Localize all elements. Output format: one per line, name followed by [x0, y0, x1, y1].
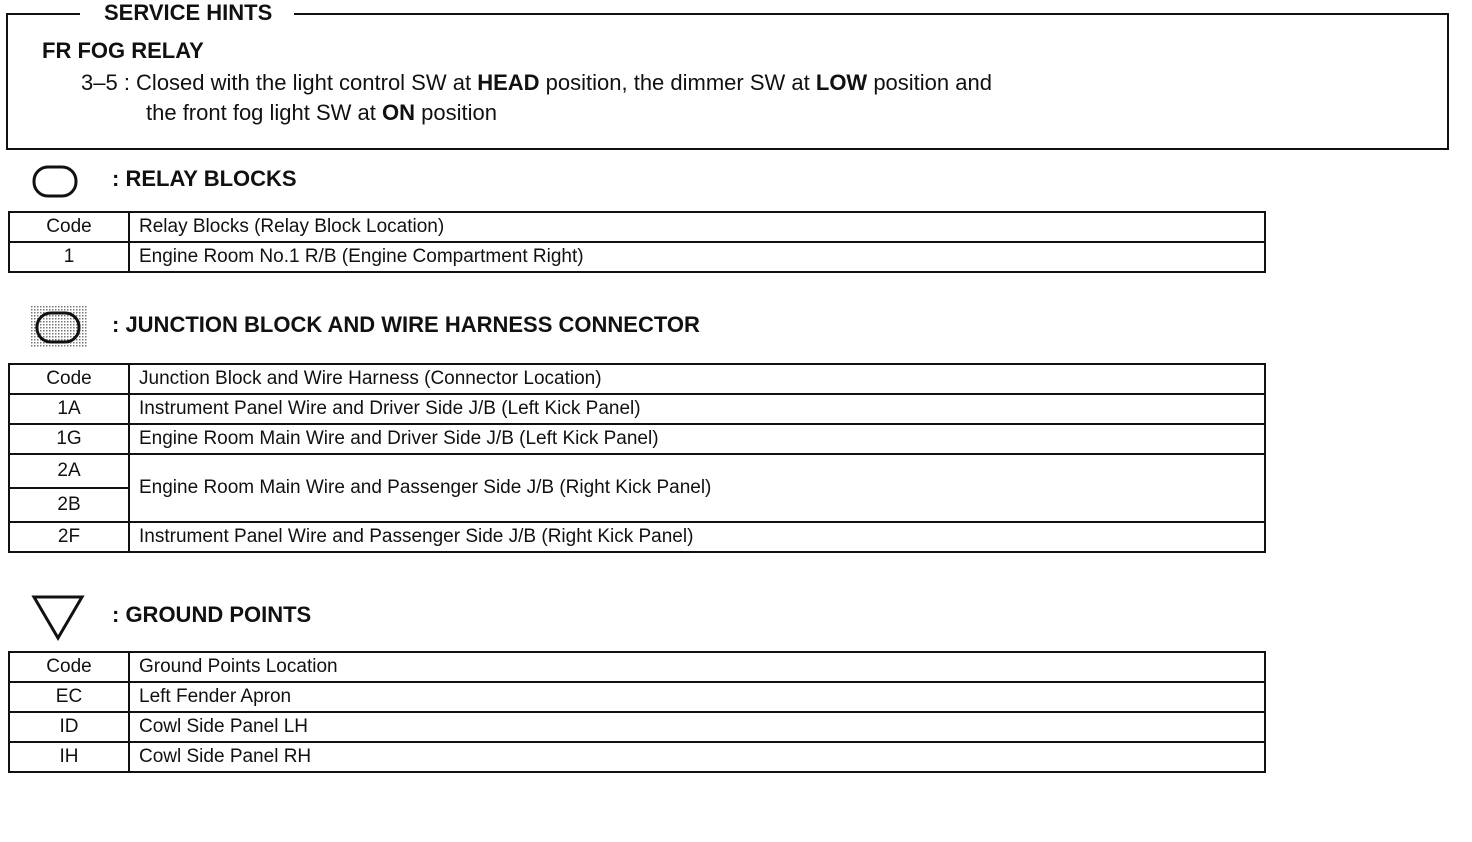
relay-block-symbol-icon	[32, 165, 78, 199]
code-cell: EC	[9, 682, 129, 712]
code-header: Code	[9, 652, 129, 682]
desc-header: Ground Points Location	[129, 652, 1265, 682]
table-row	[9, 712, 1265, 742]
code-cell: 1A	[9, 394, 129, 424]
table-row	[9, 454, 1265, 488]
table-row	[9, 424, 1265, 454]
junction-blocks-heading: : JUNCTION BLOCK AND WIRE HARNESS CONNECTOR	[112, 312, 700, 337]
relay-blocks-heading: : RELAY BLOCKS	[112, 166, 297, 191]
desc-cell: Cowl Side Panel LH	[129, 712, 1265, 742]
code-cell: 2A	[9, 454, 129, 488]
desc-cell: Engine Room No.1 R/B (Engine Compartment Right)	[129, 242, 1265, 272]
table-row	[9, 522, 1265, 552]
hint-line-1: 3–5 : Closed with the light control SW at HEAD position, the dimmer SW at LOW position and	[81, 70, 992, 95]
junction-blocks-table	[8, 363, 1266, 553]
service-hints-title: SERVICE HINTS	[80, 2, 294, 24]
table-row	[9, 682, 1265, 712]
desc-cell: Engine Room Main Wire and Passenger Side J/B (Right Kick Panel)	[129, 454, 1265, 522]
relay-blocks-table	[8, 211, 1266, 273]
table-row	[9, 742, 1265, 772]
desc-cell: Instrument Panel Wire and Driver Side J/B (Left Kick Panel)	[129, 394, 1265, 424]
desc-cell: Engine Room Main Wire and Driver Side J/B (Left Kick Panel)	[129, 424, 1265, 454]
code-cell: IH	[9, 742, 129, 772]
code-header: Code	[9, 364, 129, 394]
desc-header: Junction Block and Wire Harness (Connector Location)	[129, 364, 1265, 394]
junction-block-symbol-icon	[31, 306, 87, 348]
desc-cell: Cowl Side Panel RH	[129, 742, 1265, 772]
code-header: Code	[9, 212, 129, 242]
ground-point-symbol-icon	[31, 594, 85, 642]
ground-points-heading: : GROUND POINTS	[112, 602, 312, 627]
code-cell: 1	[9, 242, 129, 272]
service-hints-box	[6, 0, 1449, 150]
desc-cell: Instrument Panel Wire and Passenger Side J/B (Right Kick Panel)	[129, 522, 1265, 552]
desc-header: Relay Blocks (Relay Block Location)	[129, 212, 1265, 242]
table-header-row	[9, 212, 1265, 242]
code-cell: ID	[9, 712, 129, 742]
table-header-row	[9, 652, 1265, 682]
table-header-row	[9, 364, 1265, 394]
table-row	[9, 394, 1265, 424]
desc-cell: Left Fender Apron	[129, 682, 1265, 712]
relay-name: FR FOG RELAY	[42, 38, 204, 63]
ground-points-table	[8, 651, 1266, 773]
code-cell: 1G	[9, 424, 129, 454]
code-cell: 2B	[9, 488, 129, 522]
table-row	[9, 242, 1265, 272]
code-cell: 2F	[9, 522, 129, 552]
hint-line-2: the front fog light SW at ON position	[146, 100, 497, 125]
